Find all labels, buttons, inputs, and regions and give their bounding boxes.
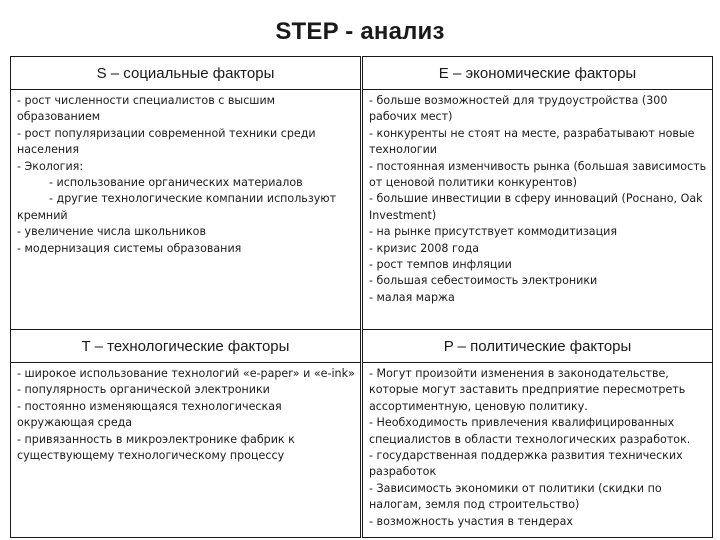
list-item: - возможность участия в тендерах (369, 514, 573, 528)
page-title: STEP - анализ (275, 18, 445, 45)
list-item: - большие инвестиции в сферу инноваций (Роснано, Oak Investment) (369, 192, 703, 222)
social-factors-body (11, 90, 361, 330)
social-factors-heading: S – социальные факторы (11, 57, 361, 90)
technological-factors-heading: T – технологические факторы (11, 330, 361, 363)
list-item: - конкуренты не стоят на месте, разрабатывают новые технологии (369, 126, 695, 157)
list-item: - широкое использование технологий «e-paper» и «e-ink» (17, 367, 355, 380)
list-item: - Экология: (17, 159, 84, 173)
list-item: - увеличение числа школьников (17, 225, 206, 239)
list-item: - постоянно изменяющаяся технологическая окружающая среда (17, 399, 282, 430)
list-item: - больше возможностей для трудоустройства (300 рабочих мест) (369, 94, 668, 124)
list-item: - Могут произойти изменения в законодательстве, которые могут заставить предприятие пересмотреть ассортиментную, ценовую политику. (369, 367, 686, 413)
technological-factors-body (11, 363, 361, 538)
list-item: - кризис 2008 года (369, 241, 480, 255)
economic-factors-heading: E – экономические факторы (363, 57, 713, 90)
list-item: - большая себестоимость электроники (369, 274, 598, 288)
list-item: - государственная поддержка развития технических разработок (369, 449, 683, 479)
list-item: - постоянная изменчивость рынка (большая зависимость от ценовой политики конкурентов) (369, 159, 707, 190)
list-item: - использование органических материалов (49, 176, 303, 190)
list-item: - модернизация системы образования (17, 241, 242, 255)
list-item: - Необходимость привлечения квалифицированных специалистов в области технологических разработок. (369, 416, 691, 446)
list-item: - популярность органической электроники (17, 383, 270, 397)
list-item: - другие технологические компании используют кремний (17, 192, 337, 222)
political-factors-body (363, 363, 713, 538)
list-item: - рост численности специалистов с высшим образованием (17, 94, 276, 124)
political-factors-heading: P – политические факторы (363, 330, 713, 363)
list-item: - малая маржа (369, 290, 455, 304)
list-item: - Зависимость экономики от политики (скидки по налогам, земля под строительство) (369, 481, 662, 512)
list-item: - рост популяризации современной техники среди населения (17, 126, 316, 157)
list-item: - рост темпов инфляции (369, 258, 512, 272)
step-analysis-table (10, 56, 713, 538)
list-item: - привязанность в микроэлектронике фабрик к существующему технологическому процессу (17, 432, 295, 463)
economic-factors-body (363, 90, 713, 330)
list-item: - на рынке присутствует коммодитизация (369, 225, 618, 239)
